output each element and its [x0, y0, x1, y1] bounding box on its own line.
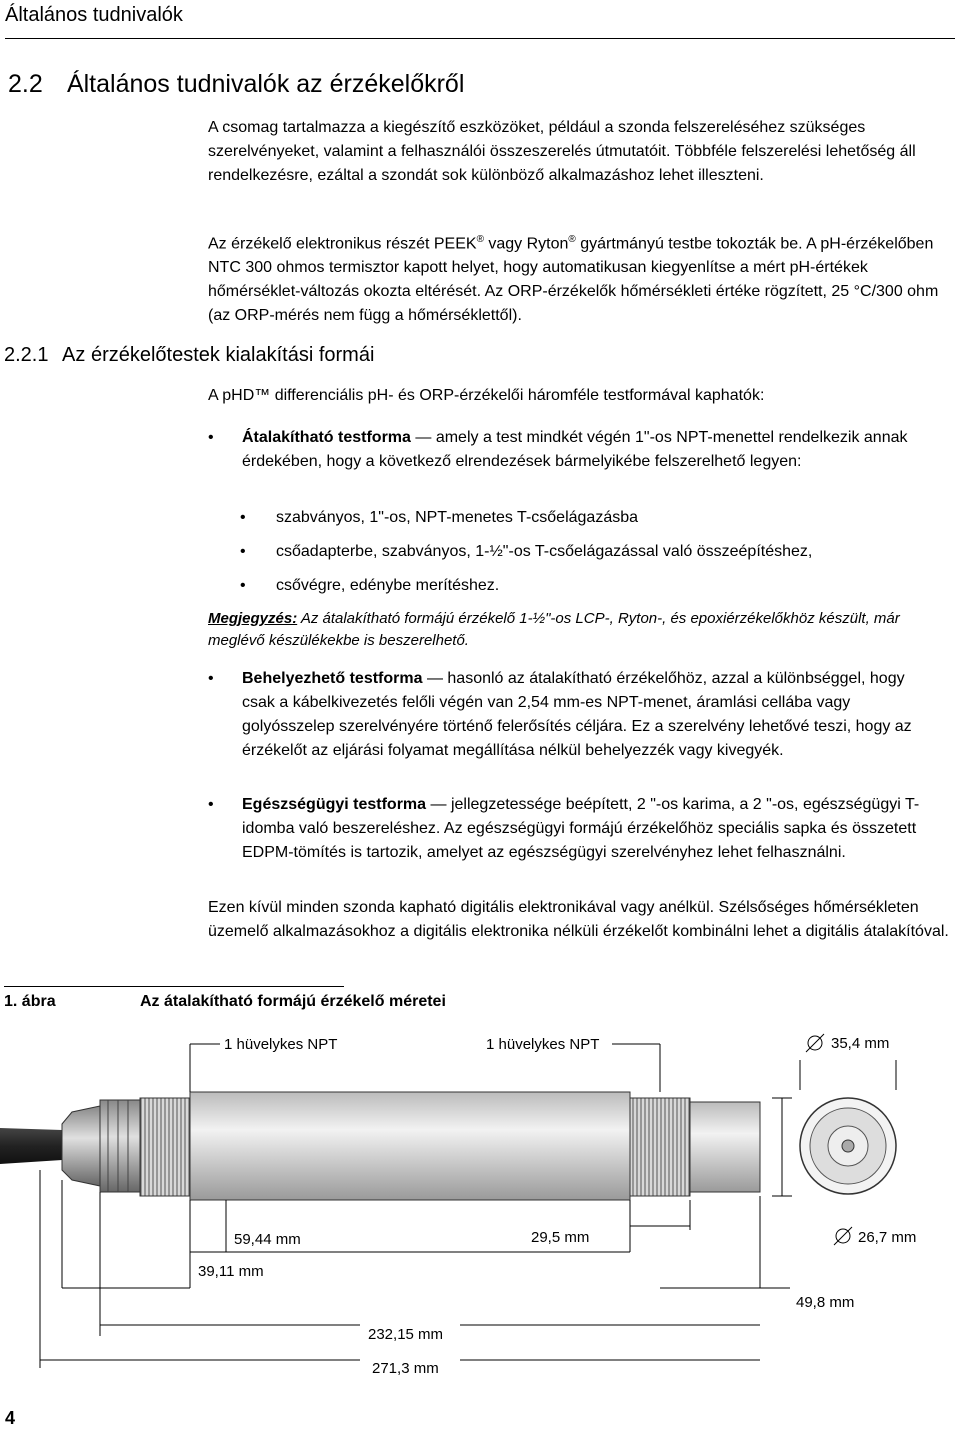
bullet-text: [242, 667, 922, 763]
paragraph-electronics-part-c: gyártmányú testbe tokozták be. A pH-érzékelőben NTC 300 ohmos termisztor kapott helyet, hogy automatikusan kiegyenlítse a mért pH-értékek hőmérséklet-változás okozta eltérését. Az ORP-érzékelők hőmérsékleti értéke rögzített, 25 °C/300 ohm (az ORP-mérés nem függ a hőmérséklettől).: [208, 235, 939, 325]
label-diameter-top: 35,4 mm: [831, 1035, 890, 1052]
sensor-tip: [690, 1102, 760, 1192]
closing-paragraph: Ezen kívül minden szonda kapható digitális elektronikával vagy anélkül. Szélsőséges hőmérsékleten üzemelő alkalmazásokhoz a digitális elektronika nélküli érzékelőt kombinálni lehet a digitális átalakítóval.: [208, 899, 949, 940]
bullet-body: — amely a test mindkét végén 1"-os NPT-menettel rendelkezik annak érdekében, hogy a következő elrendezések bármelyikébe felszerelhető legyen:: [242, 429, 908, 470]
sub-bullet-text: csővégre, edénybe merítéshez.: [276, 577, 500, 594]
subsection-heading: [4, 344, 374, 367]
bullet-marker: •: [208, 429, 214, 446]
gland-nut: [100, 1100, 140, 1192]
subsection-number: 2.2.1: [4, 344, 49, 366]
figure-title: Az átalakítható formájú érzékelő méretei: [140, 993, 446, 1010]
figure-caption: [4, 993, 446, 1011]
label-232-15: 232,15 mm: [368, 1326, 444, 1343]
registered-mark: ®: [568, 234, 576, 245]
sub-bullet-text: szabványos, 1"-os, NPT-menetes T-csőelágazásba: [276, 509, 639, 526]
right-npt-thread: [630, 1098, 690, 1196]
label-diameter-bottom: 26,7 mm: [858, 1229, 917, 1246]
registered-mark: ®: [476, 234, 484, 245]
label-npt-right: 1 hüvelykes NPT: [486, 1036, 600, 1053]
left-npt-thread: [140, 1098, 190, 1196]
note-text: Az átalakítható formájú érzékelő 1-½"-os LCP-, Ryton-, és epoxiérzékelőkhöz készült, már meglévő készülékekbe is beszerelhető.: [208, 610, 900, 649]
label-29-5: 29,5 mm: [531, 1229, 590, 1246]
figure-number: 1. ábra: [4, 993, 56, 1010]
note: [208, 608, 960, 652]
label-npt-left: 1 hüvelykes NPT: [224, 1036, 338, 1053]
section-heading: [8, 70, 464, 99]
subsection-title: Az érzékelőtestek kialakítási formái: [62, 344, 375, 366]
bullet-body: — jellegzetessége beépített, 2 "-os karima, a 2 "-os, egészségügyi T-idomba való beszereléshez. Az egészségügyi formájú érzékelőhöz speciális sapka és összetett EDPM-tömítés is tartozik, amelyet az egészségügyi szerelvényhez lehet felhasználni.: [242, 796, 920, 861]
paragraph-electronics-part-b: vagy Ryton: [483, 235, 569, 253]
paragraph-package: A csomag tartalmazza a kiegészítő eszközöket, például a szonda felszereléséhez szükséges szerelvényeket, valamint a felhasználói összeszerelés útmutatóit. Többféle felszerelési lehetőség áll rendelkezésre, ezáltal a szondát sok különböző alkalmazáshoz lehet illeszteni.: [208, 119, 916, 184]
bullet-marker: •: [240, 543, 246, 560]
paragraph-electronics: [208, 228, 960, 328]
label-39-11: 39,11 mm: [198, 1263, 264, 1280]
bullet-marker: •: [240, 509, 246, 526]
header-rule: [5, 38, 955, 39]
bullet-marker: •: [240, 577, 246, 594]
label-271-3: 271,3 mm: [372, 1360, 439, 1377]
label-59-44: 59,44 mm: [234, 1231, 301, 1248]
bullet-marker: •: [208, 796, 214, 813]
running-header: Általános tudnivalók: [5, 4, 183, 26]
bullet-term: Átalakítható testforma: [242, 429, 411, 446]
sensor-dimension-drawing: [0, 1020, 960, 1390]
page-number: 4: [5, 1408, 16, 1428]
bullet-marker: •: [208, 670, 214, 687]
section-title: Általános tudnivalók az érzékelőkről: [66, 70, 465, 98]
intro-paragraph: A pHD™ differenciális pH- és ORP-érzékelői háromféle testformával kaphatók:: [208, 387, 765, 404]
bullet-text: [242, 426, 922, 474]
caption-rule: [4, 986, 344, 987]
label-49-8: 49,8 mm: [796, 1294, 855, 1311]
bullet-text: [242, 793, 922, 865]
bullet-term: Behelyezhető testforma: [242, 670, 423, 687]
cable: [0, 1128, 62, 1164]
section-number: 2.2: [8, 70, 43, 98]
sensor-body: [190, 1092, 630, 1200]
sub-bullet-text: csőadapterbe, szabványos, 1-½"-os T-csőelágazással való összeépítéshez,: [276, 543, 813, 560]
note-label: Megjegyzés:: [208, 610, 298, 627]
paragraph-electronics-part-a: Az érzékelő elektronikus részét PEEK: [208, 235, 477, 253]
bullet-body: — hasonló az átalakítható érzékelőhöz, azzal a különbséggel, hogy csak a kábelkivezetés felőli végén van 2,54 mm-es NPT-menet, áramlási cellába vagy golyósszelep szerelvényére történő felerősítés céljára. Ez a szerelvény lehetővé teszi, hogy az érzékelőt az eljárási folyamat megállítása nélkül behelyezzék vagy kivegyék.: [242, 670, 912, 759]
bullet-term: Egészségügyi testforma: [242, 796, 427, 813]
cable-gland: [62, 1106, 100, 1186]
